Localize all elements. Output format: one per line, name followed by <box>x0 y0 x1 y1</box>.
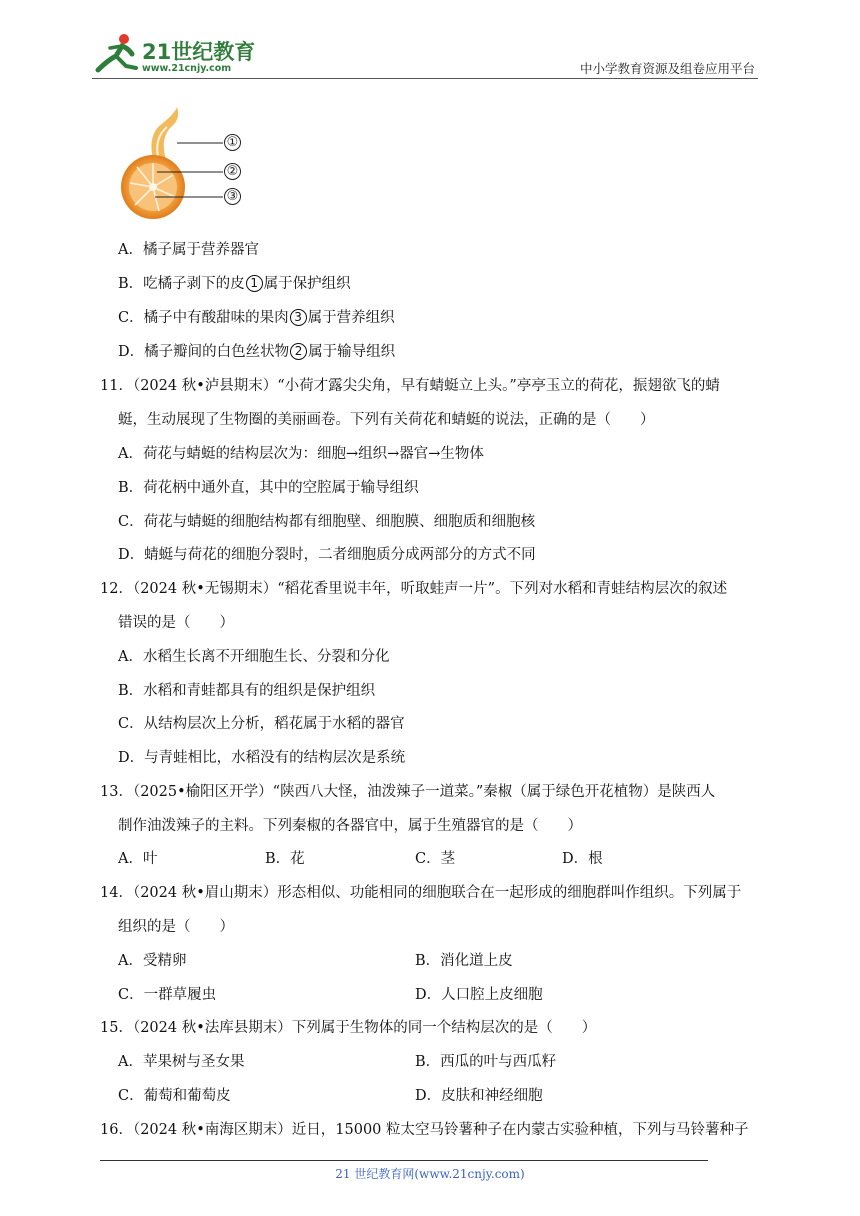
q11-stem-line1: 11．（2024 秋•泸县期末）“小荷才露尖尖角，早有蜻蜓立上头。”亭亭玉立的荷花，振翅欲飞的蜻 <box>100 378 720 394</box>
q15-option-d: D．皮肤和神经细胞 <box>415 1088 543 1104</box>
circled-number-2: 2 <box>290 343 307 360</box>
q12-option-b: B．水稻和青蛙都具有的组织是保护组织 <box>118 683 376 699</box>
figure-label-2: ② <box>224 163 241 180</box>
q14-option-c: C．一群草履虫 <box>118 987 217 1003</box>
orange-figure <box>115 105 255 223</box>
logo-url: www.21cnjy.com <box>142 63 232 74</box>
circled-number-1: 1 <box>246 275 263 292</box>
q12-stem-line2: 错误的是（ ） <box>118 615 234 631</box>
page-header <box>92 30 760 80</box>
q15-option-b: B．西瓜的叶与西瓜籽 <box>415 1054 557 1070</box>
q10-option-c-text: C．橘子中有酸甜味的果肉 <box>118 310 289 326</box>
header-platform-text: 中小学教育资源及组卷应用平台 <box>579 61 755 76</box>
q13-option-d: D．根 <box>562 851 603 867</box>
q14-stem-line2: 组织的是（ ） <box>118 919 234 935</box>
q11-option-c: C．荷花与蜻蜓的细胞结构都有细胞壁、细胞膜、细胞质和细胞核 <box>118 514 536 530</box>
runner-logo-icon <box>92 30 140 76</box>
q10-option-a: A．橘子属于营养器官 <box>118 242 259 258</box>
q12-option-d: D．与青蛙相比，水稻没有的结构层次是系统 <box>118 750 406 766</box>
q14-option-a: A．受精卵 <box>118 953 187 969</box>
q13-option-a: A．叶 <box>118 851 158 867</box>
q13-stem-line1: 13．（2025•榆阳区开学）“陕西八大怪，油泼辣子一道菜。”秦椒（属于绿色开花植物）是陕西人 <box>100 784 716 800</box>
q12-option-a: A．水稻生长离不开细胞生长、分裂和分化 <box>118 649 390 665</box>
q15-option-c: C．葡萄和葡萄皮 <box>118 1088 231 1104</box>
q15-option-a: A．苹果树与圣女果 <box>118 1054 245 1070</box>
figure-label-1: ① <box>224 134 241 151</box>
q10-option-c <box>118 308 395 328</box>
q16-stem-line1: 16．（2024 秋•南海区期末）近日，15000 粒太空马铃薯种子在内蒙古实验种植，下列与马铃薯种子 <box>100 1122 749 1138</box>
q10-option-c-tail: 属于营养组织 <box>307 310 395 326</box>
figure-label-3: ③ <box>224 188 241 205</box>
q12-stem-line1: 12．（2024 秋•无锡期末）“稻花香里说丰年，听取蛙声一片”。下列对水稻和青蛙结构层次的叙述 <box>100 581 728 597</box>
q14-stem-line1: 14．（2024 秋•眉山期末）形态相似、功能相同的细胞联合在一起形成的细胞群叫作组织。下列属于 <box>100 885 742 901</box>
q15-stem-line1: 15．（2024 秋•法库县期末）下列属于生物体的同一个结构层次的是（ ） <box>100 1020 597 1036</box>
q14-option-b: B．消化道上皮 <box>415 953 513 969</box>
q10-option-d-text: D．橘子瓣间的白色丝状物 <box>118 344 290 360</box>
site-logo <box>92 30 292 78</box>
footer-divider <box>100 1160 708 1161</box>
logo-text: 21世纪教育 <box>142 40 256 64</box>
q10-option-b-text: B．吃橘子剥下的皮 <box>118 276 245 292</box>
q13-option-c: C．茎 <box>415 851 456 867</box>
q10-option-b <box>118 274 351 294</box>
q10-option-d-tail: 属于输导组织 <box>308 344 396 360</box>
header-divider <box>92 78 758 79</box>
q10-option-b-tail: 属于保护组织 <box>263 276 351 292</box>
q12-option-c: C．从结构层次上分析，稻花属于水稻的器官 <box>118 716 405 732</box>
q10-option-d <box>118 342 395 362</box>
q11-option-b: B．荷花柄中通外直，其中的空腔属于输导组织 <box>118 480 419 496</box>
q11-stem-line2: 蜓，生动展现了生物圈的美丽画卷。下列有关荷花和蜻蜓的说法，正确的是（ ） <box>118 412 655 428</box>
q14-option-d: D．人口腔上皮细胞 <box>415 987 543 1003</box>
footer-link[interactable]: 21 世纪教育网(www.21cnjy.com) <box>335 1167 525 1181</box>
q11-option-a: A．荷花与蜻蜓的结构层次为：细胞→组织→器官→生物体 <box>118 446 484 462</box>
q11-option-d: D．蜻蜓与荷花的细胞分裂时，二者细胞质分成两部分的方式不同 <box>118 547 536 563</box>
q13-stem-line2: 制作油泼辣子的主料。下列秦椒的各器官中，属于生殖器官的是（ ） <box>118 818 582 834</box>
q13-option-b: B．花 <box>265 851 305 867</box>
circled-number-3: 3 <box>290 309 307 326</box>
